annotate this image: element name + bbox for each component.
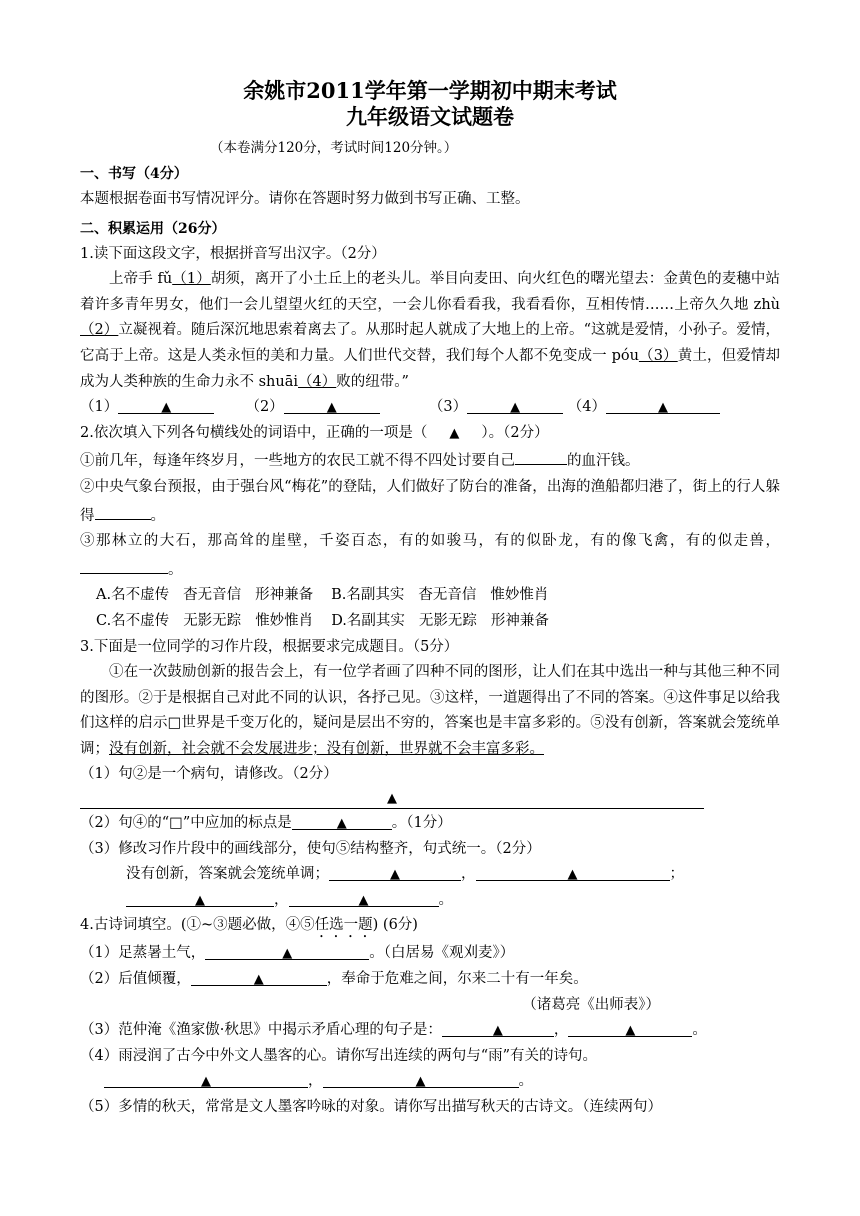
q4-punct: 。 (692, 1022, 707, 1039)
q4-item-2-source: （诸葛亮《出师表》） (522, 996, 660, 1013)
q3-sub-3-blank-2[interactable] (476, 862, 670, 881)
q1-stem: 1.读下面这段文字，根据拼音写出汉字。（2分） (80, 245, 386, 262)
q2-sentence-text: ①前几年，每逢年终岁月，一些地方的农民工就不得不四处讨要自己 (80, 453, 515, 470)
q2-options-ab (80, 583, 780, 609)
q4-item-text: （1）足蒸暑土气， (80, 945, 206, 962)
q1-mark-2: （2） (80, 322, 119, 339)
q1-mark-4: （4） (298, 373, 337, 390)
q3-punct: ， (461, 866, 476, 883)
q2-stem-text: ）。（2分） (481, 424, 549, 441)
q1-answer-label: （3） (428, 399, 468, 416)
q1-answer-label: （1） (80, 399, 119, 416)
q4-item-4: （4）雨浸润了古今中外文人墨客的心。请你写出连续的两句与“雨”有关的诗句。 (80, 1047, 598, 1064)
section-1-text: 本题根据卷面书写情况评分。请你在答题时努力做到书写正确、工整。 (80, 191, 530, 207)
q1-answer-blank-4[interactable] (606, 395, 720, 414)
q1-passage-part: 败的纽带。” (336, 373, 409, 390)
q1-answer-blank-3[interactable] (467, 395, 563, 414)
q2-sentence-text: 。 (150, 507, 165, 524)
q2-option-word: 无影无踪 (183, 612, 242, 629)
q2-sentence-1 (80, 446, 780, 475)
q3-punct: ； (669, 866, 684, 883)
triangle-marker: ▲ (358, 892, 369, 908)
q4-item-4-answer-row (80, 1069, 780, 1095)
q3-sub-1: （1）句②是一个病句，请修改。（2分） (80, 766, 338, 783)
q1-mark-1: （1） (172, 271, 211, 288)
q1-answer-label: （4） (567, 399, 606, 416)
q4-punct: 。 (518, 1073, 533, 1090)
q1-passage-part: 胡须，离开了小土丘上的老头儿。举目向麦田、向火红色的曙光望去：金黄色的麦穗中站着许多青年男女，他们一会儿望望火红的天空，一会儿你看看我，我看看你，互相传情……上帝久久地 zhù (80, 271, 780, 313)
q2-sentence-3 (80, 529, 780, 583)
q3-sub-3-blank-1[interactable] (329, 862, 461, 881)
triangle-marker: ▲ (510, 400, 521, 416)
q2-blank-2[interactable] (95, 501, 151, 520)
q4-stem (80, 913, 780, 941)
q3-sub-2 (80, 811, 780, 837)
q1-passage-part: 上帝手 fǔ (109, 271, 173, 288)
q1-passage-part: 黄土，但爱情却成为人类种族的生命力永不 shuāi (80, 347, 780, 390)
q1-answer-label: （2） (245, 399, 284, 416)
q2-stem-text: 2.依次填入下列各句横线处的词语中，正确的一项是（ (80, 424, 428, 441)
q1-passage-part: 立凝视着。随后深沉地思索着离去了。从那时起人就成了大地上的上帝。“这就是爱情，小孙子。爱情，它高于上帝。这是人类永恒的美和力量。人们世代交替，我们每个人都不免变成一 póu (80, 322, 780, 364)
q1-passage (80, 267, 780, 395)
q2-sentence-2 (80, 475, 780, 529)
triangle-marker: ▲ (282, 946, 293, 962)
q4-blank-4a[interactable] (104, 1069, 308, 1088)
exam-note: （本卷满分120分，考试时间120分钟。） (210, 140, 458, 156)
q4-item-1 (80, 941, 780, 967)
q4-item-5: （5）多情的秋天，常常是文人墨客吟咏的对象。请你写出描写秋天的古诗文。（连续两句） (80, 1099, 662, 1115)
triangle-marker: ▲ (326, 400, 337, 416)
q1-mark-3: （3） (638, 347, 678, 364)
q3-sub-3: （3）修改习作片段中的画线部分，使句⑤结构整齐，句式统一。（2分） (80, 840, 541, 857)
q3-passage-text: ①在一次鼓励创新的报告会上，有一位学者画了四种不同的图形，让人们在其中选出一种与其他三种不同的图形。②于是根据自己对此不同的认识，各抒己见。③这样，一道题得出了不同的答案。④这件事足以给我们这样的启示□世界是千变万化的，疑问是层出不穷的，答案也是丰富多彩的。⑤没有创新，答案就会笼统单调； (80, 664, 780, 757)
triangle-marker: ▲ (657, 400, 668, 416)
triangle-marker: ▲ (336, 816, 347, 832)
q3-stem: 3.下面是一位同学的习作片段，根据要求完成题目。（5分） (80, 638, 459, 655)
q2-sentence-text: ②中央气象台预报，由于强台风“梅花”的登陆，人们做好了防台的准备，出海的渔船都归港了，街上的行人躲得 (80, 478, 780, 524)
q1-answer-line (80, 395, 780, 421)
q2-option-a[interactable]: A.名不虚传 (96, 587, 170, 604)
q3-sub-3-answer-row-2 (80, 888, 780, 914)
q2-option-word: 惟妙惟肖 (255, 612, 314, 629)
q4-item-3 (80, 1018, 780, 1044)
triangle-marker: ▲ (492, 1023, 503, 1039)
q4-item-2 (80, 967, 780, 993)
q2-sentence-text: ③那林立的大石，那高耸的崖壁，千姿百态，有的如骏马，有的似卧龙，有的像飞禽，有的似走兽， (80, 533, 780, 550)
q3-underlined-text: 没有创新，社会就不会发展进步；没有创新，世界就不会丰富多彩。 (109, 740, 544, 757)
exam-page (80, 78, 780, 1121)
q4-blank-2[interactable] (191, 967, 327, 986)
q4-item-text: ，奉命于危难之间，尔来二十有一年矣。 (326, 971, 588, 988)
q1-answer-blank-1[interactable] (118, 395, 214, 414)
q3-punct: 。 (438, 891, 453, 908)
q4-punct: ， (553, 1022, 569, 1039)
q3-passage (80, 660, 780, 762)
triangle-marker: ▲ (567, 867, 578, 883)
q2-option-word: 杳无音信 (418, 587, 477, 604)
q4-blank-4b[interactable] (323, 1069, 519, 1088)
q1-answer-blank-2[interactable] (284, 395, 380, 414)
q4-blank-3b[interactable] (568, 1018, 692, 1037)
triangle-marker: ▲ (390, 867, 400, 883)
q3-sub-2-text: 。（1分） (391, 815, 452, 832)
q2-option-word: 无影无踪 (418, 612, 477, 629)
q2-option-word: 形神兼备 (490, 612, 549, 629)
triangle-marker: ▲ (625, 1023, 636, 1039)
q2-option-b[interactable]: B.名副其实 (331, 587, 405, 604)
triangle-marker: ▲ (201, 1074, 211, 1090)
q3-sub-3-answer-row-1 (80, 862, 780, 888)
q3-sub-3-blank-4[interactable] (289, 888, 439, 907)
q2-blank-1[interactable] (515, 446, 567, 465)
q2-stem (80, 421, 780, 447)
q4-stem-text: ) (6分) (372, 917, 418, 934)
triangle-marker: ▲ (449, 425, 460, 441)
triangle-marker: ▲ (387, 791, 397, 807)
triangle-marker: ▲ (253, 972, 264, 988)
q2-sentence-text: 的血汗钱。 (567, 453, 640, 470)
q4-stem-text: 4.古诗词填空。(①~③题必做，④⑤ (80, 917, 315, 934)
triangle-marker: ▲ (415, 1074, 426, 1090)
q2-sentence-text: 。 (168, 561, 183, 578)
triangle-marker: ▲ (195, 892, 205, 908)
q4-stem-emphasis: 任选一题 (314, 917, 373, 934)
q4-item-text: （3）范仲淹《渔家傲·秋思》中揭示矛盾心理的句子是： (80, 1022, 442, 1039)
q4-blank-3a[interactable] (442, 1018, 554, 1037)
q2-option-word: 惟妙惟肖 (490, 587, 549, 604)
q2-options-cd (80, 609, 780, 635)
q3-lead-text: 没有创新，答案就会笼统单调； (126, 866, 329, 883)
q2-answer-slot[interactable] (427, 421, 481, 447)
q3-sub-2-text: （2）句④的“□”中应加的标点是 (80, 815, 292, 832)
q2-option-word: 杳无音信 (183, 587, 242, 604)
q3-punct: ， (274, 891, 289, 908)
q2-option-word: 形神兼备 (255, 587, 314, 604)
q2-option-d[interactable]: D.名副其实 (331, 612, 405, 629)
q4-item-text: 。（白居易《观刈麦》） (369, 945, 515, 962)
exam-subtitle: 九年级语文试题卷 (346, 104, 514, 129)
section-2-heading: 二、积累运用（26分） (80, 220, 226, 237)
section-1-heading: 一、书写（4分） (80, 166, 188, 182)
q2-option-c[interactable]: C.名不虚传 (96, 612, 170, 629)
q4-punct: ， (308, 1073, 323, 1090)
q3-sub-3-blank-3[interactable] (126, 888, 274, 907)
exam-title: 余姚市2011学年第一学期初中期末考试 (243, 78, 617, 103)
q4-item-text: （2）后值倾覆， (80, 971, 191, 988)
q3-sub-1-answer-line[interactable] (80, 788, 704, 809)
q3-sub-2-blank[interactable] (292, 811, 392, 830)
triangle-marker: ▲ (161, 400, 172, 416)
q4-blank-1[interactable] (205, 941, 369, 960)
q2-blank-3[interactable] (80, 555, 168, 574)
